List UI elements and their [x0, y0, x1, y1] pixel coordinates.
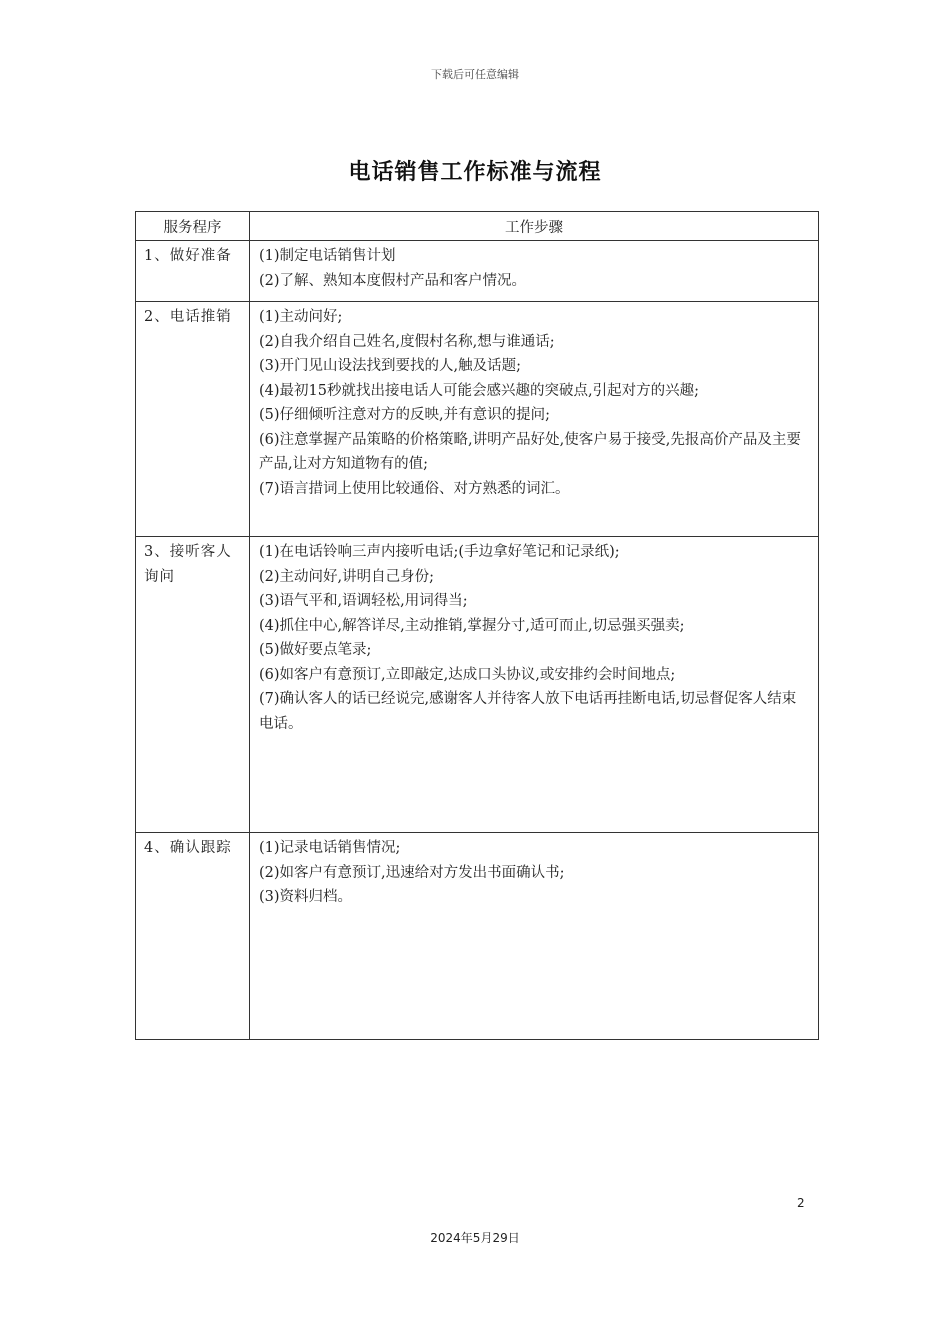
stage-label: 2、电话推销 [144, 309, 232, 325]
document-title: 电话销售工作标准与流程 [348, 160, 602, 185]
stage-cell [136, 537, 250, 833]
steps-cell [250, 241, 819, 302]
step-item: (5)做好要点笔录; [259, 642, 372, 658]
table-row [136, 833, 819, 1040]
table-row [136, 302, 819, 537]
step-item: (6)如客户有意预订,立即敲定,达成口头协议,或安排约会时间地点; [259, 666, 676, 683]
header-note: 下载后可任意编辑 [431, 68, 519, 81]
steps-list [250, 833, 818, 910]
step-item: (2)如客户有意预订,迅速给对方发出书面确认书; [259, 864, 565, 881]
stage-label: 1、做好准备 [144, 248, 232, 264]
process-table [135, 211, 819, 1040]
step-item: (3)资料归档。 [259, 889, 353, 905]
step-item: (3)开门见山设法找到要找的人,触及话题; [259, 358, 522, 374]
step-item: (2)了解、熟知本度假村产品和客户情况。 [259, 272, 527, 289]
step-item: (4)最初15秒就找出接电话人可能会感兴趣的突破点,引起对方的兴趣; [259, 382, 699, 399]
step-item: (1)主动问好; [259, 309, 343, 325]
step-item: (2)自我介绍自己姓名,度假村名称,想与谁通话; [259, 333, 555, 350]
page-number: 2 [797, 1196, 805, 1210]
steps-cell [250, 537, 819, 833]
stage-cell [136, 241, 250, 302]
steps-cell [250, 833, 819, 1040]
step-item: (7)确认客人的话已经说完,感谢客人并待客人放下电话再挂断电话,切忌督促客人结束电话。 [259, 691, 797, 732]
step-item: (6)注意掌握产品策略的价格策略,讲明产品好处,使客户易于接受,先报高价产品及主要产品,让对方知道物有的值; [259, 431, 801, 472]
step-item: (1)制定电话销售计划 [259, 248, 396, 264]
step-item: (1)记录电话销售情况; [259, 840, 401, 856]
steps-list [250, 241, 818, 293]
header-work-steps: 工作步骤 [250, 212, 819, 241]
step-item: (1)在电话铃响三声内接听电话;(手边拿好笔记和记录纸); [259, 544, 620, 560]
table-row [136, 241, 819, 302]
steps-list [250, 302, 818, 501]
table-row [136, 537, 819, 833]
step-item: (7)语言措词上使用比较通俗、对方熟悉的词汇。 [259, 480, 570, 497]
footer-date: 2024年5月29日 [430, 1231, 520, 1245]
header-service-procedure: 服务程序 [136, 212, 250, 241]
stage-cell [136, 833, 250, 1040]
stage-cell [136, 302, 250, 537]
step-item: (4)抓住中心,解答详尽,主动推销,掌握分寸,适可而止,切忌强买强卖; [259, 617, 685, 634]
steps-cell [250, 302, 819, 537]
steps-list [250, 537, 818, 736]
step-item: (3)语气平和,语调轻松,用词得当; [259, 593, 468, 609]
stage-label: 4、确认跟踪 [144, 840, 232, 856]
step-item: (2)主动问好,讲明自己身份; [259, 568, 435, 585]
step-item: (5)仔细倾听注意对方的反映,并有意识的提问; [259, 407, 551, 423]
stage-label: 3、接听客人询问 [144, 544, 232, 585]
table-header-row [136, 212, 819, 241]
